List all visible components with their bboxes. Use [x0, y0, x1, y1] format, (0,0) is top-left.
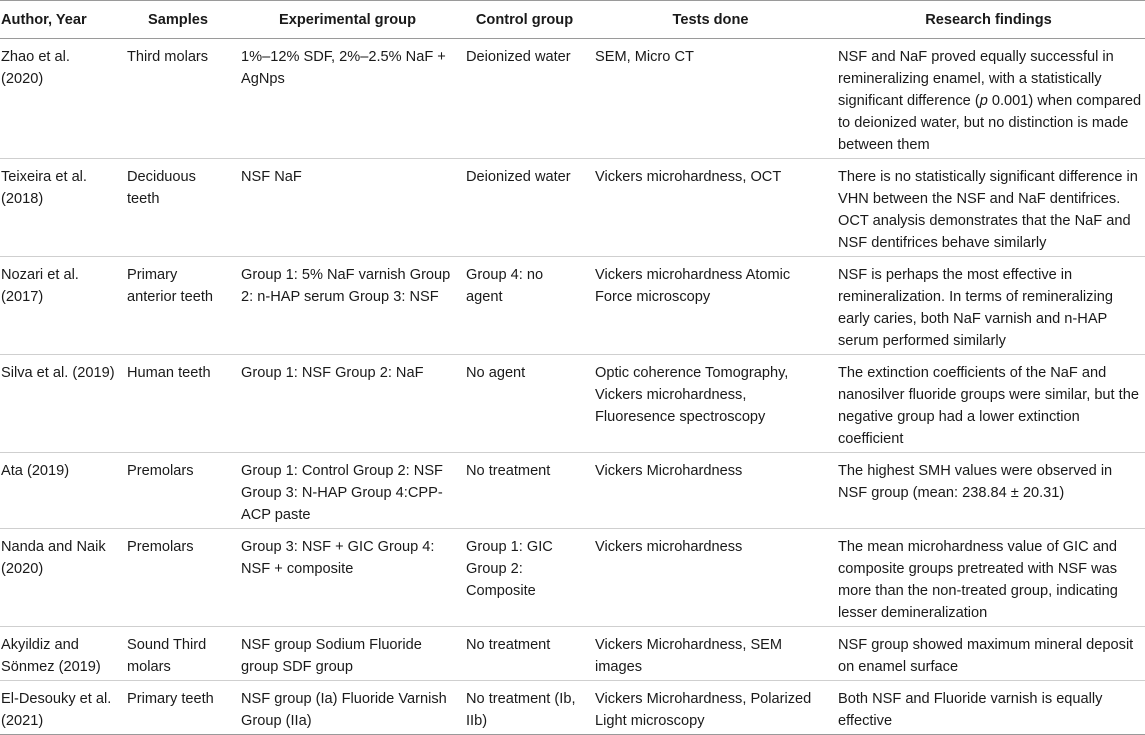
header-control-group: Control group [460, 1, 589, 39]
cell-tests-done: Vickers Microhardness, Polarized Light microscopy [589, 681, 832, 735]
cell-control-group: Deionized water [460, 159, 589, 257]
cell-control-group: No agent [460, 355, 589, 453]
cell-research-findings: The extinction coefficients of the NaF and nanosilver fluoride groups were similar, but the negative group had a lower extinction coefficient [832, 355, 1145, 453]
table-row [0, 257, 1145, 355]
cell-author-year: Zhao et al. (2020) [0, 39, 121, 159]
header-experimental-group: Experimental group [235, 1, 460, 39]
cell-experimental-group: 1%–12% SDF, 2%–2.5% NaF + AgNps [235, 39, 460, 159]
cell-research-findings: The mean microhardness value of GIC and composite groups pretreated with NSF was more than the non-treated group, indicating lesser demineralization [832, 529, 1145, 627]
cell-tests-done: SEM, Micro CT [589, 39, 832, 159]
cell-control-group: No treatment [460, 453, 589, 529]
cell-experimental-group: Group 1: NSF Group 2: NaF [235, 355, 460, 453]
header-row [0, 1, 1145, 39]
cell-author-year: Nanda and Naik (2020) [0, 529, 121, 627]
cell-tests-done: Vickers microhardness Atomic Force microscopy [589, 257, 832, 355]
cell-control-group: Group 4: no agent [460, 257, 589, 355]
table-row [0, 453, 1145, 529]
cell-tests-done: Vickers microhardness, OCT [589, 159, 832, 257]
cell-author-year: Ata (2019) [0, 453, 121, 529]
table-row [0, 529, 1145, 627]
cell-samples: Premolars [121, 529, 235, 627]
header-research-findings: Research findings [832, 1, 1145, 39]
cell-experimental-group: NSF group Sodium Fluoride group SDF group [235, 627, 460, 681]
table-row [0, 627, 1145, 681]
header-samples: Samples [121, 1, 235, 39]
cell-experimental-group: Group 1: 5% NaF varnish Group 2: n-HAP serum Group 3: NSF [235, 257, 460, 355]
cell-control-group: Deionized water [460, 39, 589, 159]
table-row [0, 681, 1145, 735]
cell-samples: Sound Third molars [121, 627, 235, 681]
header-author-year: Author, Year [0, 1, 121, 39]
cell-samples: Deciduous teeth [121, 159, 235, 257]
table-row [0, 39, 1145, 159]
cell-research-findings [832, 39, 1145, 159]
cell-experimental-group: NSF group (Ia) Fluoride Varnish Group (IIa) [235, 681, 460, 735]
cell-control-group: No treatment [460, 627, 589, 681]
cell-samples: Primary teeth [121, 681, 235, 735]
cell-experimental-group: Group 3: NSF + GIC Group 4: NSF + composite [235, 529, 460, 627]
table-body [0, 39, 1145, 735]
cell-author-year: Nozari et al. (2017) [0, 257, 121, 355]
cell-research-findings: There is no statistically significant difference in VHN between the NSF and NaF dentifrices. OCT analysis demonstrates that the NaF and NSF dentifrices behave similarly [832, 159, 1145, 257]
p-value-symbol: p [979, 93, 988, 109]
cell-author-year: Akyildiz and Sönmez (2019) [0, 627, 121, 681]
cell-samples: Primary anterior teeth [121, 257, 235, 355]
cell-research-findings: NSF group showed maximum mineral deposit on enamel surface [832, 627, 1145, 681]
header-tests-done: Tests done [589, 1, 832, 39]
table-header [0, 1, 1145, 39]
cell-tests-done: Vickers microhardness [589, 529, 832, 627]
cell-experimental-group: Group 1: Control Group 2: NSF Group 3: N-HAP Group 4:CPP-ACP paste [235, 453, 460, 529]
cell-research-findings: NSF is perhaps the most effective in remineralization. In terms of remineralizing early caries, both NaF varnish and n-HAP serum performed similarly [832, 257, 1145, 355]
cell-samples: Third molars [121, 39, 235, 159]
cell-tests-done: Vickers Microhardness [589, 453, 832, 529]
cell-experimental-group: NSF NaF [235, 159, 460, 257]
cell-samples: Human teeth [121, 355, 235, 453]
cell-tests-done: Optic coherence Tomography, Vickers microhardness, Fluoresence spectroscopy [589, 355, 832, 453]
cell-tests-done: Vickers Microhardness, SEM images [589, 627, 832, 681]
cell-research-findings: The highest SMH values were observed in NSF group (mean: 238.84 ± 20.31) [832, 453, 1145, 529]
cell-author-year: Teixeira et al. (2018) [0, 159, 121, 257]
cell-author-year: El-Desouky et al. (2021) [0, 681, 121, 735]
cell-control-group: No treatment (Ib, IIb) [460, 681, 589, 735]
cell-control-group: Group 1: GIC Group 2: Composite [460, 529, 589, 627]
cell-author-year: Silva et al. (2019) [0, 355, 121, 453]
table-row [0, 159, 1145, 257]
findings-text-cont: 0.001) when compared to deionized water, but no distinction is made between them [838, 93, 1142, 153]
cell-samples: Premolars [121, 453, 235, 529]
table-row [0, 355, 1145, 453]
cell-research-findings: Both NSF and Fluoride varnish is equally effective [832, 681, 1145, 735]
findings-text: NSF and NaF proved equally successful in remineralizing enamel, with a statistically significant difference ( [838, 49, 1114, 109]
